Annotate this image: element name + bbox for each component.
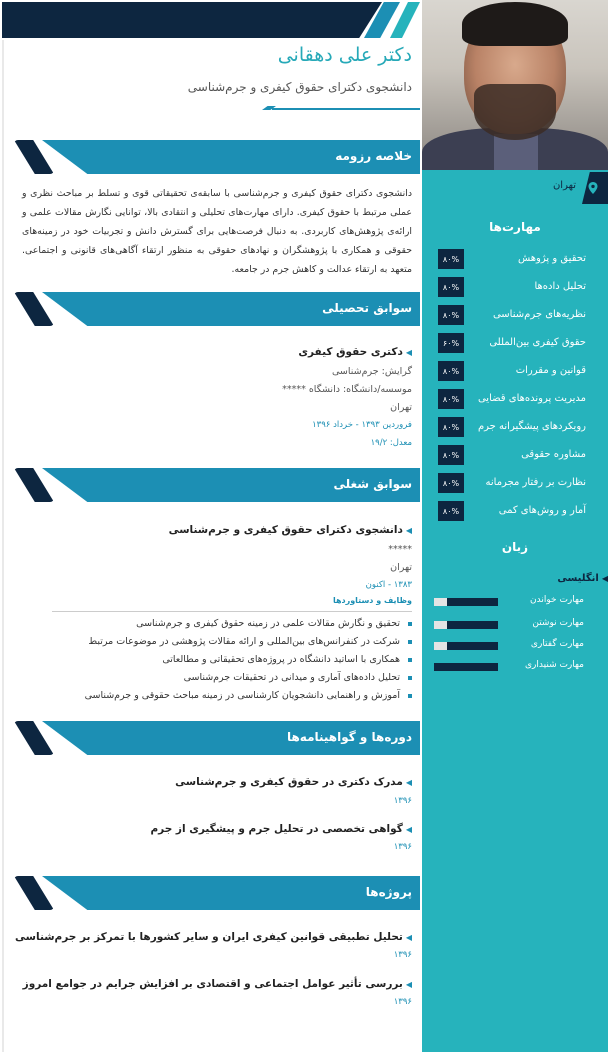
skill-level-badge: ۸۰% bbox=[438, 305, 464, 325]
sidebar bbox=[422, 0, 608, 1052]
section-tab-decoration bbox=[14, 721, 54, 755]
skill-item bbox=[422, 417, 608, 439]
skill-level-badge: ۸۰% bbox=[438, 361, 464, 381]
section-tab-decoration bbox=[14, 140, 54, 174]
bullet-icon bbox=[408, 694, 412, 698]
language-skill-row bbox=[422, 617, 608, 633]
top-banner bbox=[0, 0, 420, 40]
project-title bbox=[15, 931, 412, 943]
skill-item bbox=[422, 277, 608, 299]
bullet-arrow-icon: ◀ bbox=[405, 980, 412, 989]
language-skill-row bbox=[422, 659, 608, 675]
language-name bbox=[557, 573, 608, 584]
language-skill-row bbox=[422, 638, 608, 654]
duty-item bbox=[162, 654, 412, 665]
location-text: تهران bbox=[552, 180, 576, 191]
duties-heading: وظایف و دستاوردها bbox=[332, 596, 412, 605]
section-tab-decoration bbox=[14, 876, 54, 910]
language-skill-label: مهارت خواندن bbox=[530, 595, 584, 605]
duty-item bbox=[85, 690, 412, 701]
certificate-text: مدرک دکتری در حقوق کیفری و جرم‌شناسی bbox=[175, 776, 403, 788]
skill-item bbox=[422, 473, 608, 495]
skill-level-badge: ۸۰% bbox=[438, 501, 464, 521]
skill-item bbox=[422, 361, 608, 383]
duty-text: تحلیل داده‌های آماری و میدانی در تحقیقات جرم‌شناسی bbox=[183, 672, 400, 683]
divider-line bbox=[272, 108, 420, 110]
language-level-bar bbox=[434, 642, 498, 650]
skill-label: آمار و روش‌های کمی bbox=[498, 505, 586, 516]
skill-level-badge: ۸۰% bbox=[438, 473, 464, 493]
position-text: دانشجوی دکترای حقوق کیفری و جرم‌شناسی bbox=[168, 524, 403, 536]
language-level-remainder bbox=[434, 598, 447, 606]
certificate-title bbox=[150, 823, 412, 835]
project-year: ۱۳۹۶ bbox=[393, 950, 412, 960]
skill-label: قوانین و مقررات bbox=[515, 365, 586, 376]
bullet-icon bbox=[408, 640, 412, 644]
profile-photo bbox=[422, 0, 608, 170]
duty-text: آموزش و راهنمایی دانشجویان کارشناسی در زمینه مباحث حقوقی و جرم‌شناسی bbox=[84, 690, 400, 701]
project-title bbox=[23, 978, 412, 990]
bullet-arrow-icon: ◀ bbox=[405, 825, 412, 834]
person-name: دکتر علی دهقانی bbox=[277, 44, 412, 66]
language-level-bar bbox=[434, 663, 498, 671]
skills-heading: مهارت‌ها bbox=[489, 220, 541, 234]
certificate-text: گواهی تخصصی در تحلیل جرم و پیشگیری از جرم bbox=[150, 823, 403, 835]
section-title: سوابق شغلی bbox=[333, 477, 412, 491]
duty-item bbox=[184, 672, 412, 683]
duty-text: همکاری با اساتید دانشگاه در پروژه‌های تحقیقاتی و مطالعاتی bbox=[162, 654, 400, 665]
skill-label: تحقیق و پژوهش bbox=[518, 253, 586, 264]
skill-level-badge: ۸۰% bbox=[438, 277, 464, 297]
skill-label: حقوق کیفری بین‌المللی bbox=[489, 337, 586, 348]
bullet-arrow-icon: ◀ bbox=[405, 933, 412, 942]
project-year: ۱۳۹۶ bbox=[393, 997, 412, 1007]
section-title: سوابق تحصیلی bbox=[322, 301, 412, 315]
section-bar bbox=[42, 876, 420, 910]
project-text: تحلیل تطبیقی قوانین کیفری ایران و سایر کشورها با تمرکز بر جرم‌شناسی bbox=[15, 931, 403, 943]
language-skill-label: مهارت گفتاری bbox=[530, 639, 584, 649]
certificate-year: ۱۳۹۶ bbox=[393, 842, 412, 852]
section-title: خلاصه رزومه bbox=[335, 149, 412, 163]
skill-level-badge: ۸۰% bbox=[438, 389, 464, 409]
skill-item bbox=[422, 389, 608, 411]
language-level-bar bbox=[434, 598, 498, 606]
language-name-text: انگلیسی bbox=[557, 573, 599, 584]
section-header-summary bbox=[14, 140, 420, 174]
photo-hair bbox=[462, 2, 568, 46]
bullet-arrow-icon: ◀ bbox=[405, 348, 412, 357]
page-left-border bbox=[2, 40, 4, 1052]
bullet-icon bbox=[408, 676, 412, 680]
skill-label: نظریه‌های جرم‌شناسی bbox=[492, 309, 586, 320]
education-institution: موسسه/دانشگاه: دانشگاه ***** bbox=[282, 384, 412, 395]
section-tab-decoration bbox=[14, 292, 54, 326]
education-city: تهران bbox=[390, 402, 412, 413]
duty-text: شرکت در کنفرانس‌های بین‌المللی و ارائه مقالات پژوهشی در موضوعات مرتبط bbox=[88, 636, 400, 647]
skill-level-badge: ۶۰% bbox=[438, 333, 464, 353]
title-divider bbox=[262, 106, 420, 110]
bullet-arrow-icon: ◀ bbox=[405, 778, 412, 787]
certificate-year: ۱۳۹۶ bbox=[393, 796, 412, 806]
section-title: پروژه‌ها bbox=[365, 885, 412, 899]
language-heading: زبان bbox=[501, 540, 529, 554]
experience-company: ***** bbox=[388, 544, 412, 555]
skill-item bbox=[422, 249, 608, 271]
language-level-bar bbox=[434, 621, 498, 629]
duties-divider bbox=[52, 611, 412, 612]
degree-text: دکتری حقوق کیفری bbox=[298, 346, 403, 358]
photo-beard bbox=[474, 84, 556, 140]
section-header-education bbox=[14, 292, 420, 326]
language-level-remainder bbox=[434, 642, 447, 650]
section-title: دوره‌ها و گواهینامه‌ها bbox=[286, 730, 412, 744]
duty-text: تحقیق و نگارش مقالات علمی در زمینه حقوق کیفری و جرم‌شناسی bbox=[136, 618, 400, 629]
skill-label: مشاوره حقوقی bbox=[521, 449, 586, 460]
skill-level-badge: ۸۰% bbox=[438, 417, 464, 437]
person-title: دانشجوی دکترای حقوق کیفری و جرم‌شناسی bbox=[187, 80, 412, 94]
skill-label: نظارت بر رفتار مجرمانه bbox=[485, 477, 586, 488]
education-degree bbox=[298, 346, 412, 358]
project-text: بررسی تأثیر عوامل اجتماعی و اقتصادی بر افزایش جرایم در جوامع امروز bbox=[22, 978, 403, 990]
section-header-projects bbox=[14, 876, 420, 910]
skill-label: رویکردهای پیشگیرانه جرم bbox=[477, 421, 586, 432]
skill-level-badge: ۸۰% bbox=[438, 249, 464, 269]
experience-city: تهران bbox=[390, 562, 412, 573]
experience-position bbox=[169, 524, 412, 536]
section-tab-decoration bbox=[14, 468, 54, 502]
language-skill-row bbox=[422, 594, 608, 610]
bullet-icon bbox=[408, 658, 412, 662]
skill-item bbox=[422, 501, 608, 523]
skill-label: مدیریت پرونده‌های قضایی bbox=[477, 393, 586, 404]
duty-item bbox=[136, 618, 412, 629]
skill-item bbox=[422, 445, 608, 467]
education-gpa: معدل: ۱۹/۲ bbox=[370, 438, 412, 448]
skill-item bbox=[422, 333, 608, 355]
skill-item bbox=[422, 305, 608, 327]
experience-dates: ۱۳۸۳ - اکنون bbox=[365, 580, 412, 590]
map-pin-icon bbox=[582, 172, 608, 204]
section-header-experience bbox=[14, 468, 420, 502]
education-field: گرایش: جرم‌شناسی bbox=[332, 366, 412, 377]
bullet-icon bbox=[408, 622, 412, 626]
language-skill-label: مهارت نوشتن bbox=[532, 618, 584, 628]
location bbox=[422, 172, 608, 204]
section-header-certificates bbox=[14, 721, 420, 755]
bullet-arrow-icon: ◀ bbox=[405, 526, 412, 535]
bullet-arrow-icon: ◀ bbox=[601, 574, 608, 583]
duty-item bbox=[88, 636, 412, 647]
skill-level-badge: ۸۰% bbox=[438, 445, 464, 465]
banner-dark-bar bbox=[2, 2, 382, 38]
summary-text: دانشجوی دکترای حقوق کیفری و جرم‌شناسی با سابقه‌ی تحقیقاتی قوی و تسلط بر مباحث نظری و عملی مرتبط با حقوق کیفری. دارای مهارت‌های تحلیلی و انتقادی بالا، توانایی نگارش مقالات علمی و ارائه‌ی پژوهش‌های کاربردی. به دنبال فرصت‌هایی برای گسترش دانش و تجربیات خود در زمینه‌های حقوقی و همکاری با پژوهشگران و نهادهای حقوقی به منظور ارتقاء آگاهی‌های قانونی و اجتماعی. متعهد به ارتقاء عدالت و کاهش جرم در جامعه. bbox=[22, 188, 412, 275]
language-skill-label: مهارت شنیداری bbox=[525, 660, 584, 670]
skill-label: تحلیل داده‌ها bbox=[534, 281, 586, 292]
education-dates: فروردین ۱۳۹۳ - خرداد ۱۳۹۶ bbox=[312, 420, 412, 430]
language-level-remainder bbox=[434, 621, 447, 629]
certificate-title bbox=[175, 776, 412, 788]
